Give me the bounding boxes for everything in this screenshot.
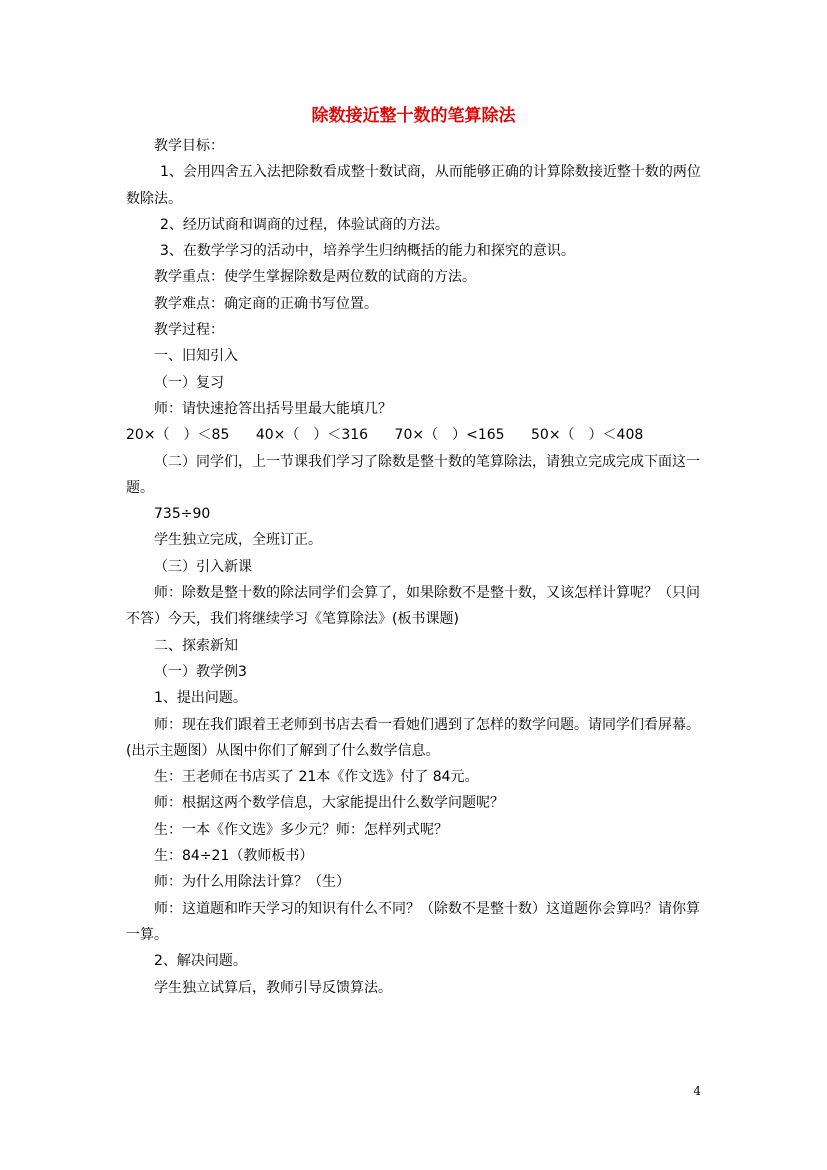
paragraph-student-info: 生：王老师在书店买了 21本《作文选》付了 84元。 [154,769,479,786]
paragraph-student-complete: 学生独立完成，全班订正。 [154,532,322,549]
document-title: 除数接近整十数的笔算除法 [311,106,516,126]
paragraph-teacher-question: 师：请快速抢答出括号里最大能填几？ [154,400,392,417]
subsection-heading-review: （一）复习 [154,374,224,391]
section-heading-review-intro: 一、旧知引入 [154,348,238,365]
paragraph-teacher-ask: 师：根据这两个数学信息，大家能提出什么数学问题呢？ [154,795,504,812]
paragraph-student-trial: 学生独立试算后，教师引导反馈算法。 [154,979,392,996]
paragraph-review-task: （二）同学们，上一节课我们学习了除数是整十数的笔算除法，请独立完成完成下面这一题。 [126,453,700,496]
paragraph-goal-1: 1、会用四舍五入法把除数看成整十数试商，从而能够正确的计算除数接近整十数的两位数除法。 [126,164,701,207]
paragraph-teacher-bookstore: 师：现在我们跟着王老师到书店去看一看她们遇到了怎样的数学问题。请同学们看屏幕。(出示主题图）从图中你们了解到了什么数学信息。 [126,716,700,759]
subsection-heading-new-lesson: （三）引入新课 [154,558,252,575]
paragraph-key-point: 教学重点：使学生掌握除数是两位数的试商的方法。 [154,269,476,286]
paragraph-goal-2: 2、经历试商和调商的过程，体验试商的方法。 [160,216,449,233]
paragraph-teaching-goals-heading: 教学目标： [154,138,224,154]
exercise-row [126,422,706,448]
exercise-item: 50×（ ）＜408 [531,427,644,444]
paragraph-difficulty: 教学难点：确定商的正确书写位置。 [154,295,378,312]
exercise-item: 20×（ ）＜85 [126,427,230,444]
paragraph-solve-problem: 2、解决问题。 [154,953,247,970]
document-body [126,133,706,1001]
paragraph-goal-3: 3、在数学学习的活动中，培养学生归纳概括的能力和探究的意识。 [160,243,575,260]
paragraph-process-heading: 教学过程： [154,322,224,339]
page-number: 4 [693,1084,701,1098]
paragraph-division-problem: 735÷90 [154,506,211,523]
paragraph-teacher-why: 师：为什么用除法计算？（生） [154,874,350,891]
exercise-item: 70×（ ）<165 [394,427,505,444]
section-heading-explore: 二、探索新知 [154,637,238,654]
exercise-item: 40×（ ）＜316 [255,427,369,444]
paragraph-teacher-intro: 师：除数是整十数的除法同学们会算了，如果除数不是整十数，又该怎样计算呢？（只问不答）今天，我们将继续学习《笔算除法》(板书课题) [126,585,700,628]
paragraph-student-question: 生：一本《作文选》多少元？师：怎样列式呢？ [154,821,448,838]
paragraph-teacher-difference: 师：这道题和昨天学习的知识有什么不同？（除数不是整十数）这道题你会算吗？请你算一算。 [126,900,700,943]
subsection-heading-example: （一）教学例3 [154,663,247,680]
paragraph-student-formula: 生：84÷21（教师板书） [154,848,314,865]
paragraph-raise-question: 1、提出问题。 [154,690,247,707]
